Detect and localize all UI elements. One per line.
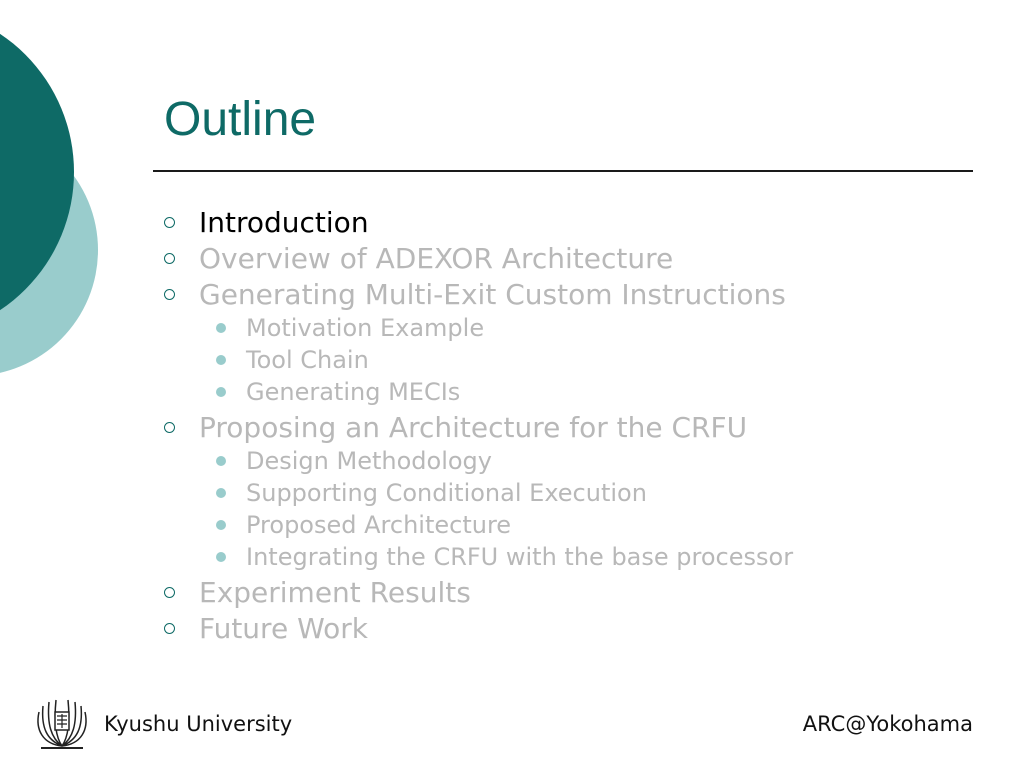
outline-item-label: Future Work [199, 611, 368, 645]
outline-subitem-toolchain [216, 345, 369, 375]
outline-item-label: Generating Multi-Exit Custom Instructions [199, 277, 786, 311]
outline-subitem-label: Motivation Example [246, 314, 485, 342]
outline-subitem-label: Generating MECIs [246, 378, 461, 406]
outline-subitem-label: Tool Chain [246, 346, 369, 374]
outline-subitem-conditional [216, 478, 647, 508]
dot-bullet-icon [216, 456, 226, 466]
slide-title: Outline [164, 93, 317, 146]
outline-subitem-integrating [216, 542, 793, 572]
dot-bullet-icon [216, 552, 226, 562]
circle-bullet-icon [164, 422, 175, 433]
outline-item-overview [164, 240, 673, 276]
dot-bullet-icon [216, 323, 226, 333]
outline-item-label: Proposing an Architecture for the CRFU [199, 410, 748, 444]
outline-subitem-label: Proposed Architecture [246, 511, 512, 539]
outline-subitem-label: Integrating the CRFU with the base processor [246, 543, 794, 571]
outline-subitem-label: Design Methodology [246, 447, 492, 475]
outline-subitem-label: Supporting Conditional Execution [246, 479, 647, 507]
footer-venue: ARC@Yokohama [802, 712, 973, 736]
circle-bullet-icon [164, 587, 175, 598]
dot-bullet-icon [216, 520, 226, 530]
dot-bullet-icon [216, 387, 226, 397]
university-logo-icon [33, 698, 91, 750]
outline-subitem-motivation [216, 313, 484, 343]
outline-subitem-design [216, 446, 492, 476]
outline-item-label: Overview of ADEXOR Architecture [199, 241, 674, 275]
footer-institution: Kyushu University [104, 712, 293, 736]
circle-bullet-icon [164, 253, 175, 264]
outline-item-label: Experiment Results [199, 575, 471, 609]
circle-bullet-icon [164, 289, 175, 300]
circle-bullet-icon [164, 217, 175, 228]
circle-bullet-icon [164, 623, 175, 634]
outline-item-future [164, 610, 368, 646]
outline-item-experiment [164, 574, 471, 610]
dot-bullet-icon [216, 488, 226, 498]
outline-subitem-proposed [216, 510, 511, 540]
outline-item-generating [164, 276, 786, 312]
dot-bullet-icon [216, 355, 226, 365]
outline-item-label: Introduction [199, 205, 369, 239]
outline-subitem-mecis [216, 377, 460, 407]
outline-item-introduction [164, 204, 369, 240]
outline-item-proposing [164, 409, 747, 445]
